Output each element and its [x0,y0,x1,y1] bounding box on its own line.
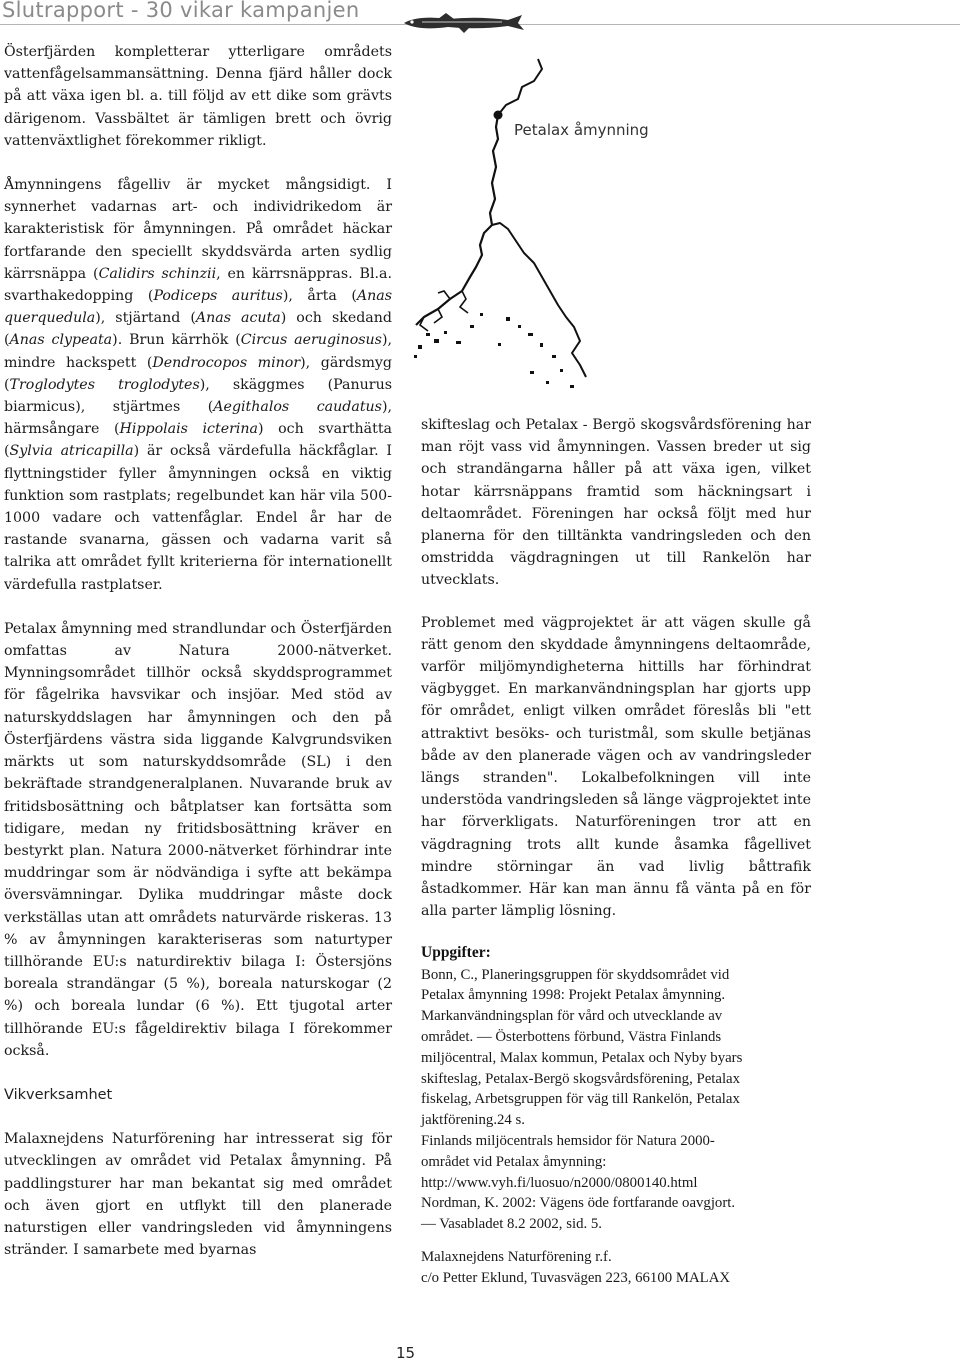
section-heading-vikverksamhet: Vikverksamhet [4,1086,113,1103]
reference-line: området. — Österbottens förbund, Västra Finlands [421,1029,722,1046]
reference-line: Nordman, K. 2002: Vägens öde fortfarande oavgjort. [421,1195,736,1212]
paragraph-road-project: Problemet med vägprojektet är att vägen skulle gå rätt genom den skyddade åmynningens deltaområde, varför miljömyndigheterna hittills har förhindrat vägbygget. En markanvändningsplan har gjorts upp för området, enligt vilken området föreslås bli "ett attraktivt besöks- och turistmål, som skulle betjänas både av den planerade vägen och av vandringsleder längs stranden". Lokalbefolkningen vill inte understöda vandringsleden så länge vägprojektet inte har förverkligats. Naturföreningen tror att en vägdragning trots allt kunde åsamka fågellivet mindre störningar än vad livlig båttrafik åstadkommer. Här kan man ännu få vänta på en för alla parter lämplig lösning. [421,614,811,920]
contact-line: Malaxnejdens Naturförening r.f. [421,1249,612,1266]
paragraph-bird-life: Åmynningens fågelliv är mycket mångsidigt. I synnerhet vadarnas art- och individrikedom är karakteristisk för åmynningen. På området häckar fortfarande den speciellt skyddsvärda arten sydlig kärrsnäppa (Calidirs schinzii, en kärrsnäppras. Bl.a. svarthakedopping (Podiceps auritus), årta (Anas querquedula), stjärtand (Anas acuta) och skedand (Anas clypeata). Brun kärrhök (Circus aeruginosus), mindre hackspett (Dendrocopos minor), gärdsmyg (Troglodytes troglodytes), skäggmes (Panurus biarmicus), stjärtmes (Aegithalos caudatus), härmsångare (Hippolais icterina) och svarthätta (Sylvia atricapilla) är också värdefulla häckfåglar. I flyttningstider fyller åmynningen också en viktig funktion som rastplats; regelbundet kan här vila 500-1000 vadare och vattenfåglar. Endel år har de rastande svanarna, gässen och vadarna varit så talrika att området fyllt kriterierna för internationellt värdefulla rastplatser. [4,177,393,593]
map-label: Petalax åmynning [514,121,649,139]
page-header-title: Slutrapport - 30 vikar kampanjen [2,0,360,22]
coastline-map [410,55,590,405]
paragraph-vikverksamhet: Malaxnejdens Naturförening har intresserat sig för utvecklingen av området vid Petalax åmynning. På paddlingsturer har man bekantat sig med området och även gjort en utflykt till den planerade naturstigen eller vandringsleden vid åmynningens stränder. I samarbete med byarnas [4,1131,392,1259]
page-number: 15 [396,1344,416,1362]
reference-line: — Vasabladet 8.2 2002, sid. 5. [421,1216,602,1233]
reference-url[interactable]: http://www.vyh.fi/luosuo/n2000/0800140.html [421,1174,698,1191]
left-column [4,41,392,1261]
reference-line: Markanvändningsplan för vård och utvecklande av [421,1008,723,1025]
reference-line: skifteslag, Petalax-Bergö skogsvårdsförening, Petalax [421,1070,741,1087]
references-list [421,965,811,1289]
reference-line: Bonn, C., Planeringsgruppen för skyddsområdet vid [421,966,730,983]
contact-line: c/o Petter Eklund, Tuvasvägen 223, 66100 MALAX [421,1269,731,1286]
paragraph: skifteslag och Petalax - Bergö skogsvårdsförening har man röjt vass vid åmynningen. Vassen breder ut sig och strandängarna håller på att växa igen, vilket hotar kärrsnäppans framtid som häckningsart i deltaområdet. Föreningen har också följt med hur planerna för den tilltänkta vandringsleden och den omstridda vägdragningen ut till Rankelön har utvecklats. [421,417,811,589]
fish-icon [398,10,528,36]
reference-line: området vid Petalax åmynning: [421,1153,607,1170]
reference-line: miljöcentral, Malax kommun, Petalax och Nyby byars [421,1049,743,1066]
reference-line: Finlands miljöcentrals hemsidor för Natura 2000- [421,1133,715,1150]
right-column [421,414,811,1289]
reference-line: fiskelag, Arbetsgruppen för väg till Rankelön, Petalax [421,1091,740,1108]
paragraph-natura: Petalax åmynning med strandlundar och Österfjärden omfattas av Natura 2000-nätverket. Mynningsområdet tillhör också skyddsprogrammet för fågelrika havsvikar och insjöar. Med stöd av naturskyddslagen har åmynningen och den på Österfjärdens västra sida liggande Kalvgrundsviken märkts ut som naturskyddsområde (SL) i den bekräftade strandgeneralplanen. Nuvarande bruk av fritidsbosättning och båtplatser kan fortsätta som tidigare, medan ny fritidsbosättning kräver en bestyrkt plan. Natura 2000-nätverket förhindrar inte muddringar som är nödvändiga i syfte att bekämpa översvämningar. Dylika muddringar måste dock verkställas utan att områdets naturvärde riskeras. 13 % av åmynningen karakteriseras som naturtyper tillhörande EU:s naturdirektiv bilaga I: Östersjöns boreala strandängar (5 %), boreala naturskogar (2 %) och boreala lundar (6 %). Ett tjugotal arter tillhörande EU:s fågeldirektiv bilaga I förekommer också. [4,620,392,1059]
reference-line: Petalax åmynning 1998: Projekt Petalax åmynning. [421,987,726,1004]
reference-line: jaktförening.24 s. [421,1112,525,1129]
section-heading-uppgifter: Uppgifter: [421,944,491,962]
paragraph: Österfjärden kompletterar ytterligare områdets vattenfågelsammansättning. Denna fjärd håller dock på att växa igen bl. a. till följd av ett dike som grävts därigenom. Vassbältet är tämligen brett och övrig vattenväxtlighet förekommer rikligt. [4,44,392,149]
